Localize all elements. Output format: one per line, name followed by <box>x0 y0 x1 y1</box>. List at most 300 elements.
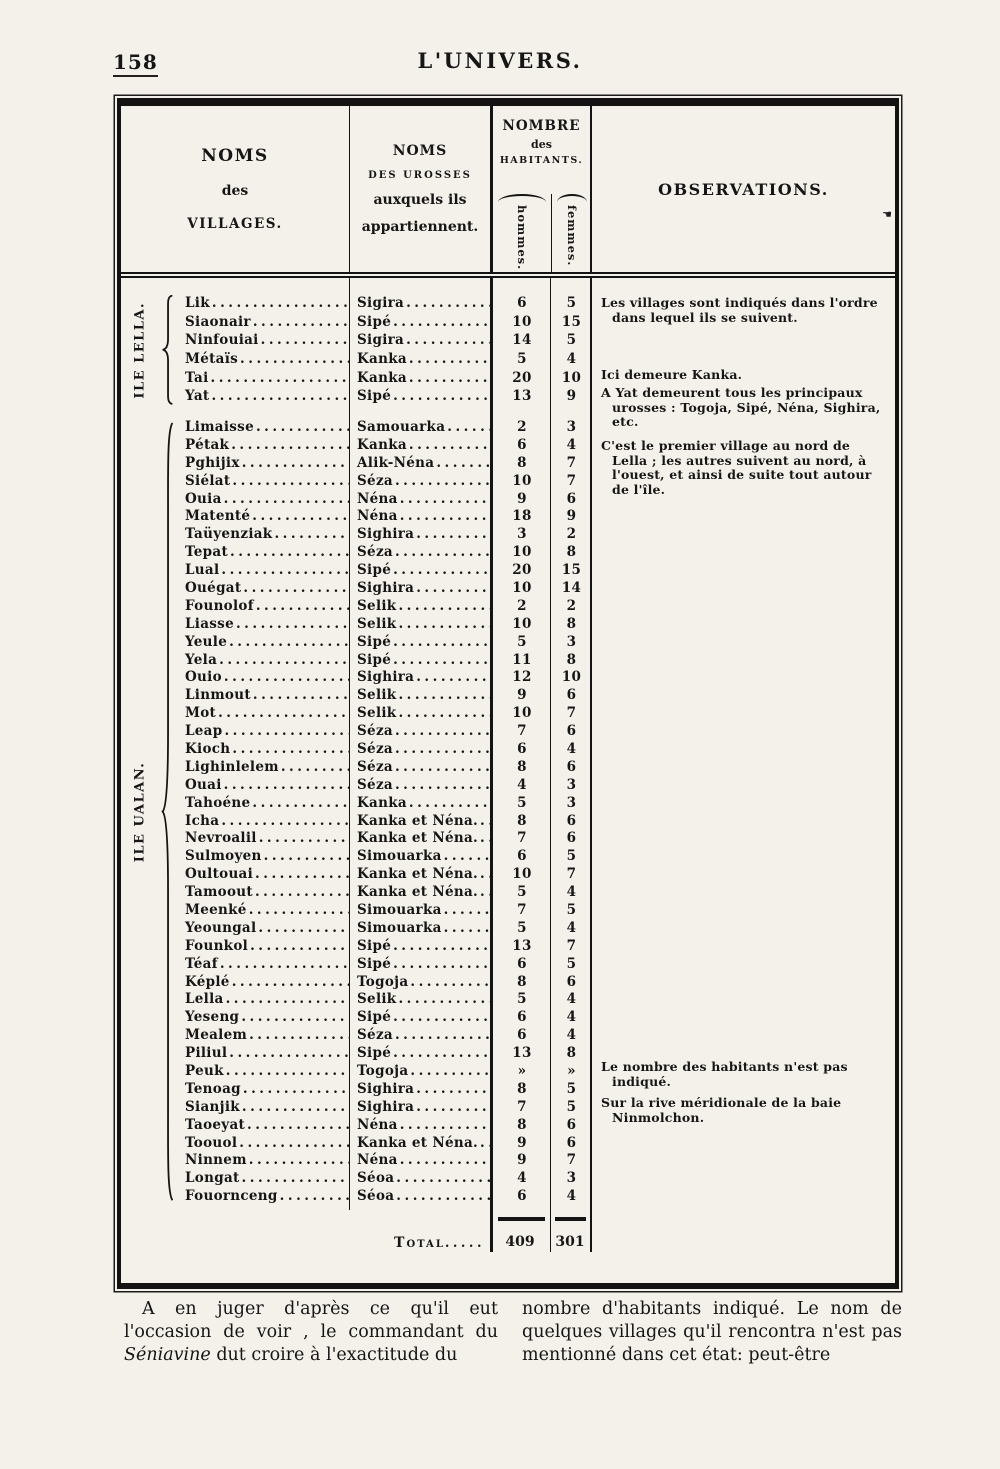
hommes-value: 8 <box>517 1116 527 1133</box>
femmes-value: 3 <box>566 418 577 435</box>
hommes-value: 11 <box>512 651 532 668</box>
femmes-value: 14 <box>561 579 582 596</box>
urosse-name: Alik-Néna <box>357 454 435 471</box>
hommes-value: 5 <box>517 991 527 1008</box>
femmes-value: 3 <box>566 794 577 811</box>
femmes-value: 4 <box>566 436 577 453</box>
village-name: Peuk <box>185 1063 224 1079</box>
total-rule-femmes <box>555 1217 586 1221</box>
table-row <box>121 722 592 740</box>
urosse-name: Séoa <box>357 1170 395 1187</box>
village-name: Tamoout <box>185 884 253 901</box>
urosse-name: Sipé <box>357 562 392 579</box>
urosse-name: Séza <box>357 472 393 489</box>
femmes-value: 3 <box>566 633 577 650</box>
village-name: Piliul <box>185 1045 228 1062</box>
village-name: Nevroalil <box>185 830 257 847</box>
table-body <box>121 278 895 1283</box>
header-femmes <box>551 194 592 272</box>
village-name: Lual <box>185 562 220 579</box>
hommes-value: 2 <box>517 418 527 435</box>
observation-note: C'est le premier village au nord de Lella ; les autres suivent au nord, à l'ouest, et ainsi de suite tout autour de l'île. <box>601 438 872 497</box>
village-name: Tai <box>185 369 209 386</box>
urosse-name: Néna <box>357 490 398 507</box>
urosse-name: Néna <box>357 508 398 525</box>
urosse-name: Sipé <box>357 937 392 954</box>
observation-note: Ici demeure Kanka. <box>601 367 743 382</box>
urosse-name: Kanka <box>357 794 407 811</box>
village-name: Mealem <box>185 1027 248 1044</box>
hommes-value: 6 <box>517 955 527 972</box>
village-name: Ninfouiai <box>185 332 259 349</box>
hommes-value: 5 <box>517 884 527 901</box>
table-row <box>121 294 592 313</box>
village-name: Taüyenziak <box>185 526 273 543</box>
observation-note: Sur la rive méridionale de la baie Ninmolchon. <box>601 1095 842 1125</box>
urosse-name: Sighira <box>357 526 415 543</box>
village-name: Tahoéne <box>185 794 251 811</box>
urosse-name: Samouarka <box>357 418 446 435</box>
urosse-name: Sipé <box>357 388 392 405</box>
hommes-value: 3 <box>517 526 527 543</box>
urosse-name: Sigira <box>357 332 405 349</box>
village-name: Ouégat <box>185 579 242 596</box>
urosse-name: Selik <box>357 991 397 1008</box>
header-observations <box>592 106 895 272</box>
hommes-value: 10 <box>512 313 532 330</box>
village-name: Pghijix <box>185 454 240 471</box>
observation-note: Les villages sont indiqués dans l'ordre dans lequel ils se suivent. <box>601 295 878 325</box>
village-name: Yat <box>185 388 210 405</box>
body-text <box>124 1298 906 1367</box>
femmes-overbrace <box>557 194 587 202</box>
table-row <box>121 1008 592 1026</box>
urosse-name: Sigira <box>357 295 405 312</box>
header-villages-line2: des <box>221 183 249 199</box>
table-row <box>121 1187 592 1205</box>
femmes-value: 7 <box>566 866 577 883</box>
village-name: Meenké <box>185 901 247 918</box>
table-row <box>121 490 592 508</box>
village-name: Limaisse <box>185 418 254 435</box>
urosse-name: Kanka <box>357 436 407 453</box>
table-row <box>121 1169 592 1187</box>
hommes-value: 10 <box>512 615 532 632</box>
femmes-value: 4 <box>566 1009 577 1026</box>
hommes-value: 10 <box>512 705 532 722</box>
village-name: Kioch <box>185 740 231 757</box>
hommes-overbrace <box>498 194 546 202</box>
hommes-value: 18 <box>512 508 532 525</box>
femmes-value: 5 <box>566 295 577 312</box>
group-rows <box>121 418 592 1205</box>
urosse-name: Séza <box>357 776 393 793</box>
urosse-name: Kanka <box>357 369 407 386</box>
group-label: ILE UALAN. <box>132 761 148 862</box>
table-row <box>121 633 592 651</box>
header-hommes-label: hommes. <box>515 205 529 271</box>
hommes-value: 8 <box>517 758 527 775</box>
urosse-name: Kanka et Néna. <box>357 1134 479 1151</box>
femmes-value: 9 <box>566 388 577 405</box>
femmes-value: 7 <box>566 472 577 489</box>
hommes-value: 20 <box>512 562 532 579</box>
table-row <box>121 991 592 1009</box>
hommes-value: 4 <box>517 1170 527 1187</box>
header-villages-line1: NOMS <box>201 146 269 166</box>
femmes-value: 6 <box>566 723 577 740</box>
statistics-table <box>117 98 899 1289</box>
femmes-value: 3 <box>566 1170 577 1187</box>
table-row <box>121 776 592 794</box>
observation-note: A Yat demeurent tous les principaux urosses : Togoja, Sipé, Néna, Sighira, etc. <box>601 385 881 430</box>
hommes-value: 10 <box>512 866 532 883</box>
table-row <box>121 579 592 597</box>
village-name: Yeseng <box>185 1009 240 1026</box>
table-row <box>121 1116 592 1134</box>
femmes-value: 4 <box>566 1188 577 1205</box>
hommes-value: 7 <box>517 830 527 847</box>
urosse-name: Kanka et Néna. <box>357 812 479 829</box>
hommes-value: 10 <box>512 579 532 596</box>
group-brace <box>161 419 174 1204</box>
hommes-value: 7 <box>517 723 527 740</box>
village-name: Tenoag <box>185 1080 241 1097</box>
village-name: Sianjik <box>185 1098 240 1115</box>
total-rule-hommes <box>498 1217 545 1221</box>
urosse-name: Néna <box>357 1152 398 1169</box>
femmes-value: 7 <box>566 454 577 471</box>
table-row <box>121 418 592 436</box>
village-name: Mot <box>185 705 217 722</box>
table-row <box>121 686 592 704</box>
femmes-value: 10 <box>561 369 582 386</box>
group-label: ILE LELLA. <box>132 301 148 399</box>
urosse-name: Kanka <box>357 351 407 368</box>
table-row <box>121 1026 592 1044</box>
village-name: Toouol <box>185 1134 238 1151</box>
page-number: 158 <box>113 50 158 77</box>
urosse-name: Séza <box>357 758 393 775</box>
hommes-value: 9 <box>517 687 527 704</box>
femmes-value: 6 <box>566 812 577 829</box>
urosse-name: Sighira <box>357 1098 415 1115</box>
urosse-name: Kanka et Néna. <box>357 884 479 901</box>
urosse-name: Séza <box>357 723 393 740</box>
hommes-value: 9 <box>517 1134 527 1151</box>
header-observations-label: OBSERVATIONS. <box>658 179 829 199</box>
table-row <box>121 387 592 406</box>
group-rows <box>121 294 592 406</box>
urosse-name: Séza <box>357 740 393 757</box>
femmes-value: 7 <box>566 937 577 954</box>
hommes-value: 13 <box>512 1045 532 1062</box>
femmes-value: 5 <box>566 1080 577 1097</box>
femmes-value: 4 <box>566 919 577 936</box>
hommes-value: 13 <box>512 388 532 405</box>
urosse-name: Sipé <box>357 633 392 650</box>
paragraph-right: nombre d'habitants indiqué. Le nom de quelques villages qu'il rencontra n'est pas mentionné dans cet état: peut-être <box>522 1299 902 1365</box>
table-row <box>121 615 592 633</box>
femmes-value: 4 <box>566 991 577 1008</box>
table-row <box>121 668 592 686</box>
femmes-value: 6 <box>566 830 577 847</box>
table-row <box>121 651 592 669</box>
table-row <box>121 368 592 387</box>
table-row <box>121 1152 592 1170</box>
urosse-name: Kanka et Néna. <box>357 830 479 847</box>
table-row <box>121 865 592 883</box>
urosse-name: Selik <box>357 615 397 632</box>
table-row <box>121 919 592 937</box>
village-name: Siaonair <box>185 313 251 330</box>
header-villages-line3: VILLAGES. <box>187 216 283 232</box>
urosse-name: Sipé <box>357 313 392 330</box>
table-row <box>121 740 592 758</box>
village-name: Fouornceng <box>185 1188 278 1205</box>
hommes-value: 10 <box>512 544 532 561</box>
urosse-name: Selik <box>357 687 397 704</box>
hommes-value: 7 <box>517 901 527 918</box>
hommes-value: 8 <box>517 1080 527 1097</box>
village-name: Sulmoyen <box>185 848 262 865</box>
table-row <box>121 937 592 955</box>
village-name: Lighinlelem <box>185 758 279 775</box>
header-urosses-line3: auxquels ils <box>373 192 467 208</box>
table-row <box>121 525 592 543</box>
femmes-value: 15 <box>561 562 582 579</box>
urosse-name: Togoja <box>357 973 409 990</box>
header-urosses-line4: appartiennent. <box>361 219 479 235</box>
table-header <box>121 106 895 278</box>
header-urosses-line1: NOMS <box>392 143 448 159</box>
group-ile-ualan <box>121 418 592 1205</box>
urosse-name: Simouarka <box>357 901 442 918</box>
table-row <box>121 472 592 490</box>
paragraph-left: A en juger d'après ce qu'il eut l'occasion de voir , le commandant du Séniavine dut croire à l'exactitude du <box>124 1299 498 1365</box>
urosse-name: Sighira <box>357 1080 415 1097</box>
table-row <box>121 507 592 525</box>
table-row <box>121 313 592 332</box>
village-name: Founolof <box>185 597 254 614</box>
table-row <box>121 331 592 350</box>
femmes-value: 6 <box>566 973 577 990</box>
urosse-name: Séza <box>357 544 393 561</box>
femmes-value: 7 <box>566 705 577 722</box>
femmes-value: » <box>567 1063 576 1079</box>
hommes-value: 5 <box>517 633 527 650</box>
total-hommes: 409 <box>505 1234 535 1250</box>
village-name: Lella <box>185 991 224 1008</box>
observations-column <box>592 278 893 1283</box>
village-name: Linmout <box>185 687 251 704</box>
header-urosses <box>350 106 493 272</box>
hommes-value: 12 <box>512 669 532 686</box>
hommes-value: 8 <box>517 973 527 990</box>
femmes-value: 4 <box>566 740 577 757</box>
table-row <box>121 812 592 830</box>
table-row <box>121 901 592 919</box>
table-row <box>121 973 592 991</box>
header-urosses-line2: DES UROSSES <box>368 170 472 181</box>
table-row <box>121 1098 592 1116</box>
urosse-name: Sipé <box>357 651 392 668</box>
group-brace <box>161 295 174 405</box>
village-name: Oultouai <box>185 866 254 883</box>
urosse-name: Sipé <box>357 955 392 972</box>
table-row <box>121 794 592 812</box>
urosse-name: Sipé <box>357 1009 392 1026</box>
table-row <box>121 1080 592 1098</box>
running-title: L'UNIVERS. <box>417 48 583 73</box>
village-name: Yeoungal <box>185 919 257 936</box>
village-name: Longat <box>185 1170 240 1187</box>
femmes-value: 5 <box>566 955 577 972</box>
village-name: Leap <box>185 723 223 740</box>
femmes-value: 4 <box>566 1027 577 1044</box>
table-row <box>121 1062 592 1080</box>
header-nombre <box>493 106 592 272</box>
header-nombre-line1: NOMBRE <box>502 118 581 134</box>
hommes-value: 6 <box>517 295 527 312</box>
hommes-value: 10 <box>512 472 532 489</box>
urosse-name: Kanka et Néna. <box>357 866 479 883</box>
group-ile-lella <box>121 294 592 406</box>
table-row <box>121 597 592 615</box>
village-name: Lik <box>185 295 210 312</box>
urosse-name: Simouarka <box>357 919 442 936</box>
header-nombre-line2: des <box>531 138 552 151</box>
header-nombre-line3: HABITANTS. <box>499 155 584 166</box>
hommes-value: 14 <box>512 332 532 349</box>
hommes-value: 6 <box>517 1188 527 1205</box>
table-row <box>121 758 592 776</box>
urosse-name: Néna <box>357 1116 398 1133</box>
village-name: Taoeyat <box>185 1116 246 1133</box>
hommes-value: 6 <box>517 848 527 865</box>
village-name: Icha <box>185 812 220 829</box>
hommes-value: 9 <box>517 490 527 507</box>
table-row <box>121 561 592 579</box>
femmes-value: 6 <box>566 1134 577 1151</box>
table-row <box>121 436 592 454</box>
femmes-value: 8 <box>566 544 577 561</box>
hommes-value: 6 <box>517 436 527 453</box>
femmes-value: 8 <box>566 615 577 632</box>
femmes-value: 5 <box>566 848 577 865</box>
urosse-name: Séza <box>357 1027 393 1044</box>
hommes-value: 20 <box>512 369 532 386</box>
femmes-value: 6 <box>566 490 577 507</box>
village-name: Yela <box>185 651 218 668</box>
table-row <box>121 829 592 847</box>
table-row <box>121 543 592 561</box>
hommes-value: 2 <box>517 597 527 614</box>
village-name: Matenté <box>185 508 251 525</box>
village-name: Ouai <box>185 776 222 793</box>
hommes-value: 5 <box>517 919 527 936</box>
hommes-value: 5 <box>517 351 527 368</box>
total-femmes: 301 <box>555 1234 585 1250</box>
village-name: Tepat <box>185 544 229 561</box>
table-row <box>121 1044 592 1062</box>
table-row <box>121 883 592 901</box>
femmes-value: 8 <box>566 651 577 668</box>
hommes-value: 6 <box>517 1009 527 1026</box>
village-name: Téaf <box>185 955 218 972</box>
village-name: Pétak <box>185 436 230 453</box>
observation-note: Le nombre des habitants n'est pas indiqué. <box>601 1059 848 1089</box>
femmes-value: 3 <box>566 776 577 793</box>
manicule-icon: ☚ <box>882 208 892 221</box>
urosse-name: Sighira <box>357 669 415 686</box>
table-row <box>121 704 592 722</box>
hommes-value: 8 <box>517 812 527 829</box>
femmes-value: 5 <box>566 1098 577 1115</box>
village-name: Liasse <box>185 615 234 632</box>
femmes-value: 6 <box>566 687 577 704</box>
ship-name-italic: Séniavine <box>124 1345 211 1365</box>
urosse-name: Selik <box>357 597 397 614</box>
village-name: Métaïs <box>185 351 239 368</box>
femmes-value: 8 <box>566 1045 577 1062</box>
village-name: Founkol <box>185 937 249 954</box>
femmes-value: 6 <box>566 1116 577 1133</box>
urosse-name: Togoja <box>357 1063 409 1079</box>
total-label: Total ..... <box>221 1235 485 1251</box>
hommes-value: 6 <box>517 1027 527 1044</box>
table-row <box>121 454 592 472</box>
table-row <box>121 955 592 973</box>
femmes-value: 10 <box>561 669 582 686</box>
femmes-value: 2 <box>566 526 577 543</box>
urosse-name: Simouarka <box>357 848 442 865</box>
village-name: Ninnem <box>185 1152 247 1169</box>
hommes-value: 5 <box>517 794 527 811</box>
hommes-value: 6 <box>517 740 527 757</box>
header-villages <box>121 106 350 272</box>
hommes-value: 13 <box>512 937 532 954</box>
header-nombre-subcolumns <box>493 194 590 272</box>
table-row <box>121 1134 592 1152</box>
table-row <box>121 350 592 369</box>
hommes-value: 8 <box>517 454 527 471</box>
urosse-name: Sipé <box>357 1045 392 1062</box>
village-name: Ouio <box>185 669 222 686</box>
femmes-value: 5 <box>566 901 577 918</box>
urosse-name: Séoa <box>357 1188 395 1205</box>
urosse-name: Sighira <box>357 579 415 596</box>
urosse-name: Selik <box>357 705 397 722</box>
femmes-value: 5 <box>566 332 577 349</box>
femmes-value: 4 <box>566 884 577 901</box>
hommes-value: » <box>517 1063 527 1079</box>
header-hommes <box>493 194 551 272</box>
hommes-value: 4 <box>517 776 527 793</box>
village-name: Yeule <box>185 633 228 650</box>
header-femmes-label: femmes. <box>565 205 579 267</box>
femmes-value: 15 <box>561 313 582 330</box>
village-name: Siélat <box>185 472 231 489</box>
hommes-value: 9 <box>517 1152 527 1169</box>
femmes-value: 7 <box>566 1152 577 1169</box>
femmes-value: 6 <box>566 758 577 775</box>
femmes-value: 9 <box>566 508 577 525</box>
village-name: Ouia <box>185 490 222 507</box>
femmes-value: 4 <box>566 351 577 368</box>
femmes-value: 2 <box>566 597 577 614</box>
table-row <box>121 847 592 865</box>
